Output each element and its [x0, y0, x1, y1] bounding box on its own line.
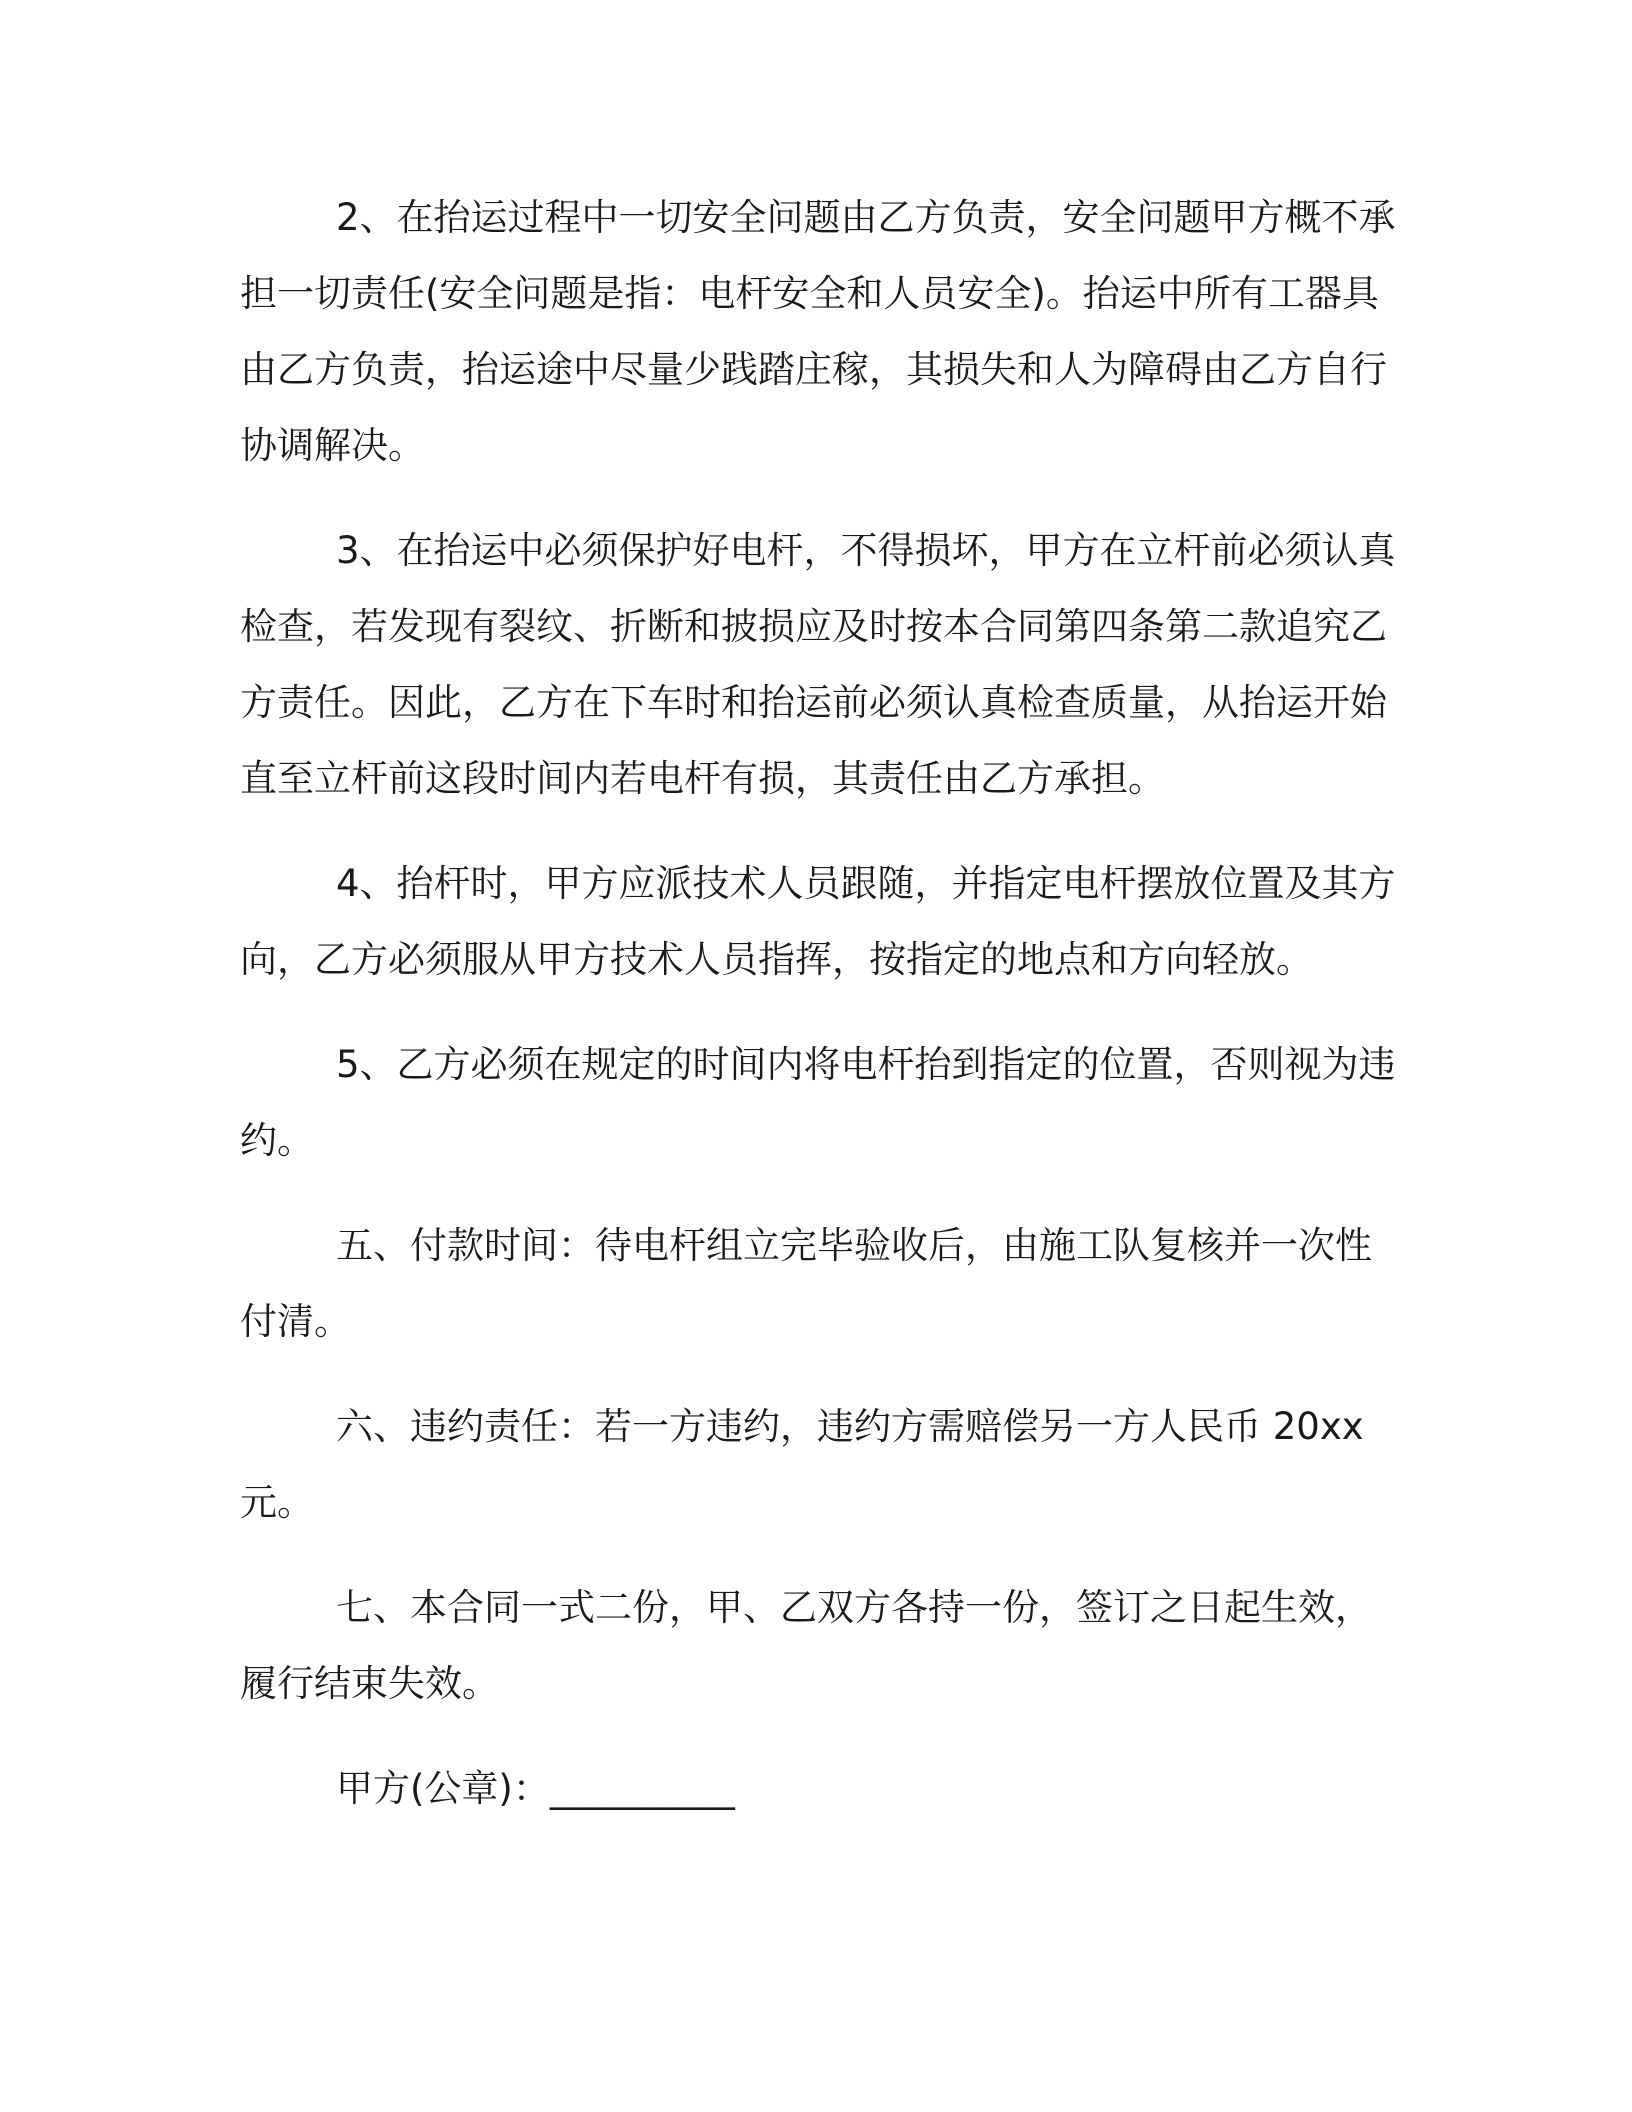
breach-liability-paragraph: 六、违约责任：若一方违约，违约方需赔偿另一方人民币 20xx元。: [240, 1405, 1364, 1524]
clause-2-paragraph: 2、在抬运过程中一切安全问题由乙方负责，安全问题甲方概不承担一切责任(安全问题是指：电杆安全和人员安全)。抬运中所有工器具由乙方负责，抬运途中尽量少践踏庄稼，其损失和人为障碍由乙方自行协调解决。: [240, 196, 1396, 467]
payment-time-paragraph: 五、付款时间：待电杆组立完毕验收后，由施工队复核并一次性付清。: [240, 1224, 1372, 1343]
document-body: [240, 180, 1400, 1827]
clause-3-paragraph: 3、在抬运中必须保护好电杆，不得损坏，甲方在立杆前必须认真检查，若发现有裂纹、折断和披损应及时按本合同第四条第二款追究乙方责任。因此，乙方在下车时和抬运前必须认真检查质量，从抬运开始直至立杆前这段时间内若电杆有损，其责任由乙方承担。: [240, 529, 1396, 800]
party-a-signature-line: 甲方(公章)：__________: [336, 1767, 735, 1810]
clause-5-paragraph: 5、乙方必须在规定的时间内将电杆抬到指定的位置，否则视为违约。: [240, 1043, 1396, 1162]
contract-copies-paragraph: 七、本合同一式二份，甲、乙双方各持一份，签订之日起生效，履行结束失效。: [240, 1586, 1372, 1705]
clause-4-paragraph: 4、抬杆时，甲方应派技术人员跟随，并指定电杆摆放位置及其方向，乙方必须服从甲方技术人员指挥，按指定的地点和方向轻放。: [240, 862, 1396, 981]
